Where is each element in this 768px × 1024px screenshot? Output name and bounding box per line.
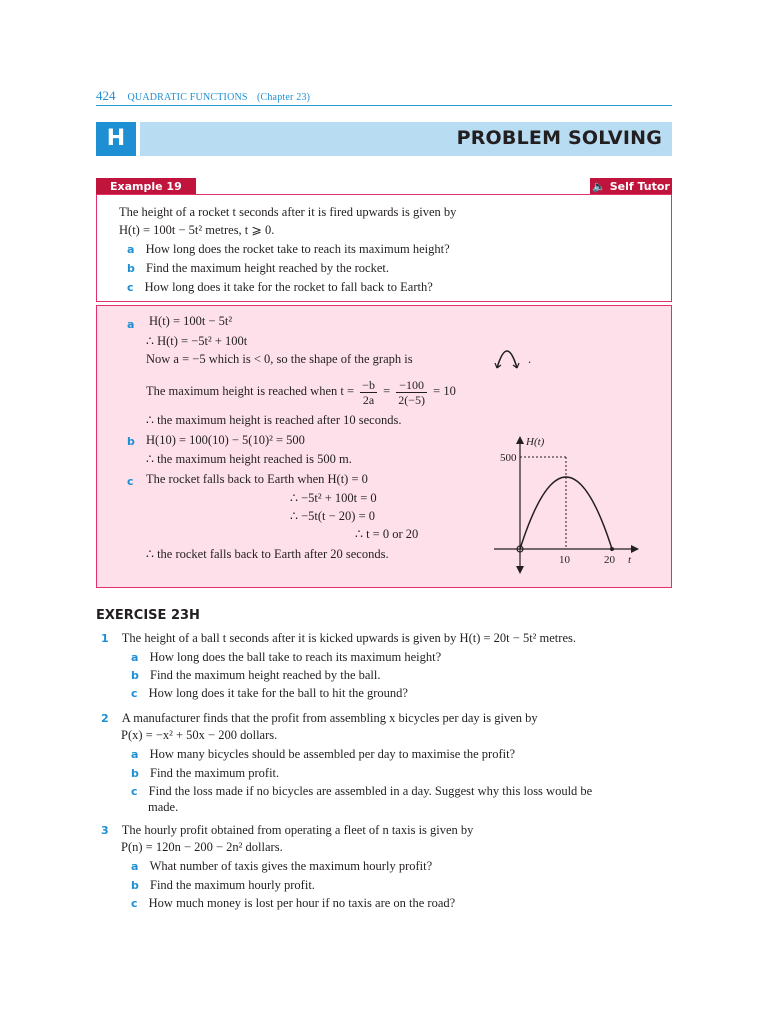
part-label: a xyxy=(127,243,135,256)
fraction-minus-b-over-2a xyxy=(360,378,377,407)
fraction-numerator: −100 xyxy=(396,378,427,393)
question-1 xyxy=(101,631,576,646)
q2-part-c-line-2: made. xyxy=(148,800,179,814)
part-text: How long does it take for the rocket to fall back to Earth? xyxy=(144,280,433,294)
question-number: 3 xyxy=(101,824,109,837)
fraction-denominator: 2a xyxy=(362,392,375,407)
part-label: a xyxy=(131,860,139,873)
part-label: b xyxy=(131,767,139,780)
solution-a5: ∴ the maximum height is reached after 10 seconds. xyxy=(146,413,402,427)
example-intro-2: H(t) = 100t − 5t² metres, t ⩾ 0. xyxy=(119,223,275,237)
part-label: b xyxy=(127,262,135,275)
solution-a-label: a xyxy=(127,318,135,331)
solution-a3-end: . xyxy=(528,352,532,366)
question-text: The hourly profit obtained from operating a fleet of n taxis is given by xyxy=(121,823,474,837)
example-part-b xyxy=(127,261,389,276)
q1-part-c xyxy=(131,686,408,701)
root-point xyxy=(610,547,614,551)
self-tutor-label: Self Tutor xyxy=(609,180,670,193)
question-3 xyxy=(101,823,473,838)
part-label: b xyxy=(131,669,139,682)
page-number: 424 xyxy=(96,88,116,103)
solution-a3-text: Now a = −5 which is < 0, so the shape of the graph is xyxy=(146,352,413,366)
height-time-graph xyxy=(488,430,648,580)
page-header xyxy=(96,88,310,104)
example-part-a xyxy=(127,242,450,257)
part-label: c xyxy=(131,687,138,700)
solution-a3 xyxy=(146,352,413,367)
part-text: Find the maximum height reached by the ball. xyxy=(150,668,381,682)
solution-c5: ∴ the rocket falls back to Earth after 20 seconds. xyxy=(146,547,389,561)
part-label: b xyxy=(131,879,139,892)
part-text: Find the loss made if no bicycles are assembled in a day. Suggest why this loss would be xyxy=(148,784,593,798)
x-tick-10: 10 xyxy=(559,554,570,566)
solution-c1: The rocket falls back to Earth when H(t) = 0 xyxy=(146,472,368,486)
q1-part-a xyxy=(131,650,441,665)
question-2-line-2: P(x) = −x² + 50x − 200 dollars. xyxy=(121,728,278,742)
solution-a4-post: = 10 xyxy=(433,384,456,398)
solution-b2: ∴ the maximum height reached is 500 m. xyxy=(146,452,352,466)
question-text: A manufacturer finds that the profit from assembling x bicycles per day is given by xyxy=(121,711,538,725)
part-label: a xyxy=(131,651,139,664)
part-label: a xyxy=(131,748,139,761)
y-axis-label: H(t) xyxy=(526,436,545,448)
q3-part-b xyxy=(131,878,315,893)
concave-down-shape-icon xyxy=(493,344,521,370)
solution-c3: ∴ −5t(t − 20) = 0 xyxy=(290,509,375,523)
solution-c4: ∴ t = 0 or 20 xyxy=(355,527,419,541)
speaker-icon: 🔈 xyxy=(592,180,606,193)
q2-part-a xyxy=(131,747,515,762)
solution-a4-pre: The maximum height is reached when t = xyxy=(146,384,355,398)
solution-b-label: b xyxy=(127,435,135,448)
y-axis-arrow-up xyxy=(516,436,524,444)
header-rule xyxy=(96,105,672,106)
y-tick-500: 500 xyxy=(500,452,517,464)
solution-b1: H(10) = 100(10) − 5(10)² = 500 xyxy=(146,433,305,447)
exercise-title: EXERCISE 23H xyxy=(96,608,200,623)
solution-a2: ∴ H(t) = −5t² + 100t xyxy=(146,334,248,348)
q3-part-a xyxy=(131,859,432,874)
chapter-ref: (Chapter 23) xyxy=(256,92,311,103)
solution-a1: H(t) = 100t − 5t² xyxy=(149,314,233,328)
part-text: Find the maximum profit. xyxy=(150,766,280,780)
part-text: Find the maximum hourly profit. xyxy=(150,878,315,892)
part-text: Find the maximum height reached by the rocket. xyxy=(146,261,389,275)
part-label: c xyxy=(131,785,138,798)
fraction-denominator: 2(−5) xyxy=(398,392,426,407)
part-text: How many bicycles should be assembled per day to maximise the profit? xyxy=(149,747,516,761)
q2-part-b xyxy=(131,766,279,781)
x-tick-20: 20 xyxy=(604,554,615,566)
fraction-minus-100-over-2-minus-5 xyxy=(396,378,427,407)
example-label: Example 19 xyxy=(96,178,196,195)
part-label: c xyxy=(131,897,138,910)
solution-c2: ∴ −5t² + 100t = 0 xyxy=(290,491,377,505)
part-text: How long does it take for the ball to hit the ground? xyxy=(148,686,408,700)
q3-part-c xyxy=(131,896,455,911)
solution-a4 xyxy=(146,376,456,407)
question-number: 1 xyxy=(101,632,109,645)
q1-part-b xyxy=(131,668,381,683)
section-letter: H xyxy=(96,122,136,156)
q2-part-c xyxy=(131,784,592,799)
x-axis-arrow xyxy=(631,545,639,553)
question-number: 2 xyxy=(101,712,109,725)
section-title: PROBLEM SOLVING xyxy=(456,127,662,149)
part-text: What number of taxis gives the maximum hourly profit? xyxy=(149,859,433,873)
solution-c-label: c xyxy=(127,475,134,488)
part-text: How long does the ball take to reach its maximum height? xyxy=(149,650,442,664)
part-label: c xyxy=(127,281,134,294)
y-axis-arrow-down xyxy=(516,566,524,574)
part-text: How long does the rocket take to reach its maximum height? xyxy=(145,242,450,256)
equals-sign: = xyxy=(383,384,391,398)
example-part-c xyxy=(127,280,433,295)
x-axis-label: t xyxy=(628,554,632,566)
part-text: How much money is lost per hour if no taxis are on the road? xyxy=(148,896,456,910)
question-2 xyxy=(101,711,538,726)
fraction-numerator: −b xyxy=(362,377,375,392)
question-3-line-2: P(n) = 120n − 200 − 2n² dollars. xyxy=(121,840,283,854)
self-tutor-button[interactable] xyxy=(590,178,672,195)
example-intro-1: The height of a rocket t seconds after it is fired upwards is given by xyxy=(119,205,457,219)
chapter-title: QUADRATIC FUNCTIONS xyxy=(127,92,248,103)
question-text: The height of a ball t seconds after it is kicked upwards is given by H(t) = 20t − 5t² metres. xyxy=(121,631,576,645)
